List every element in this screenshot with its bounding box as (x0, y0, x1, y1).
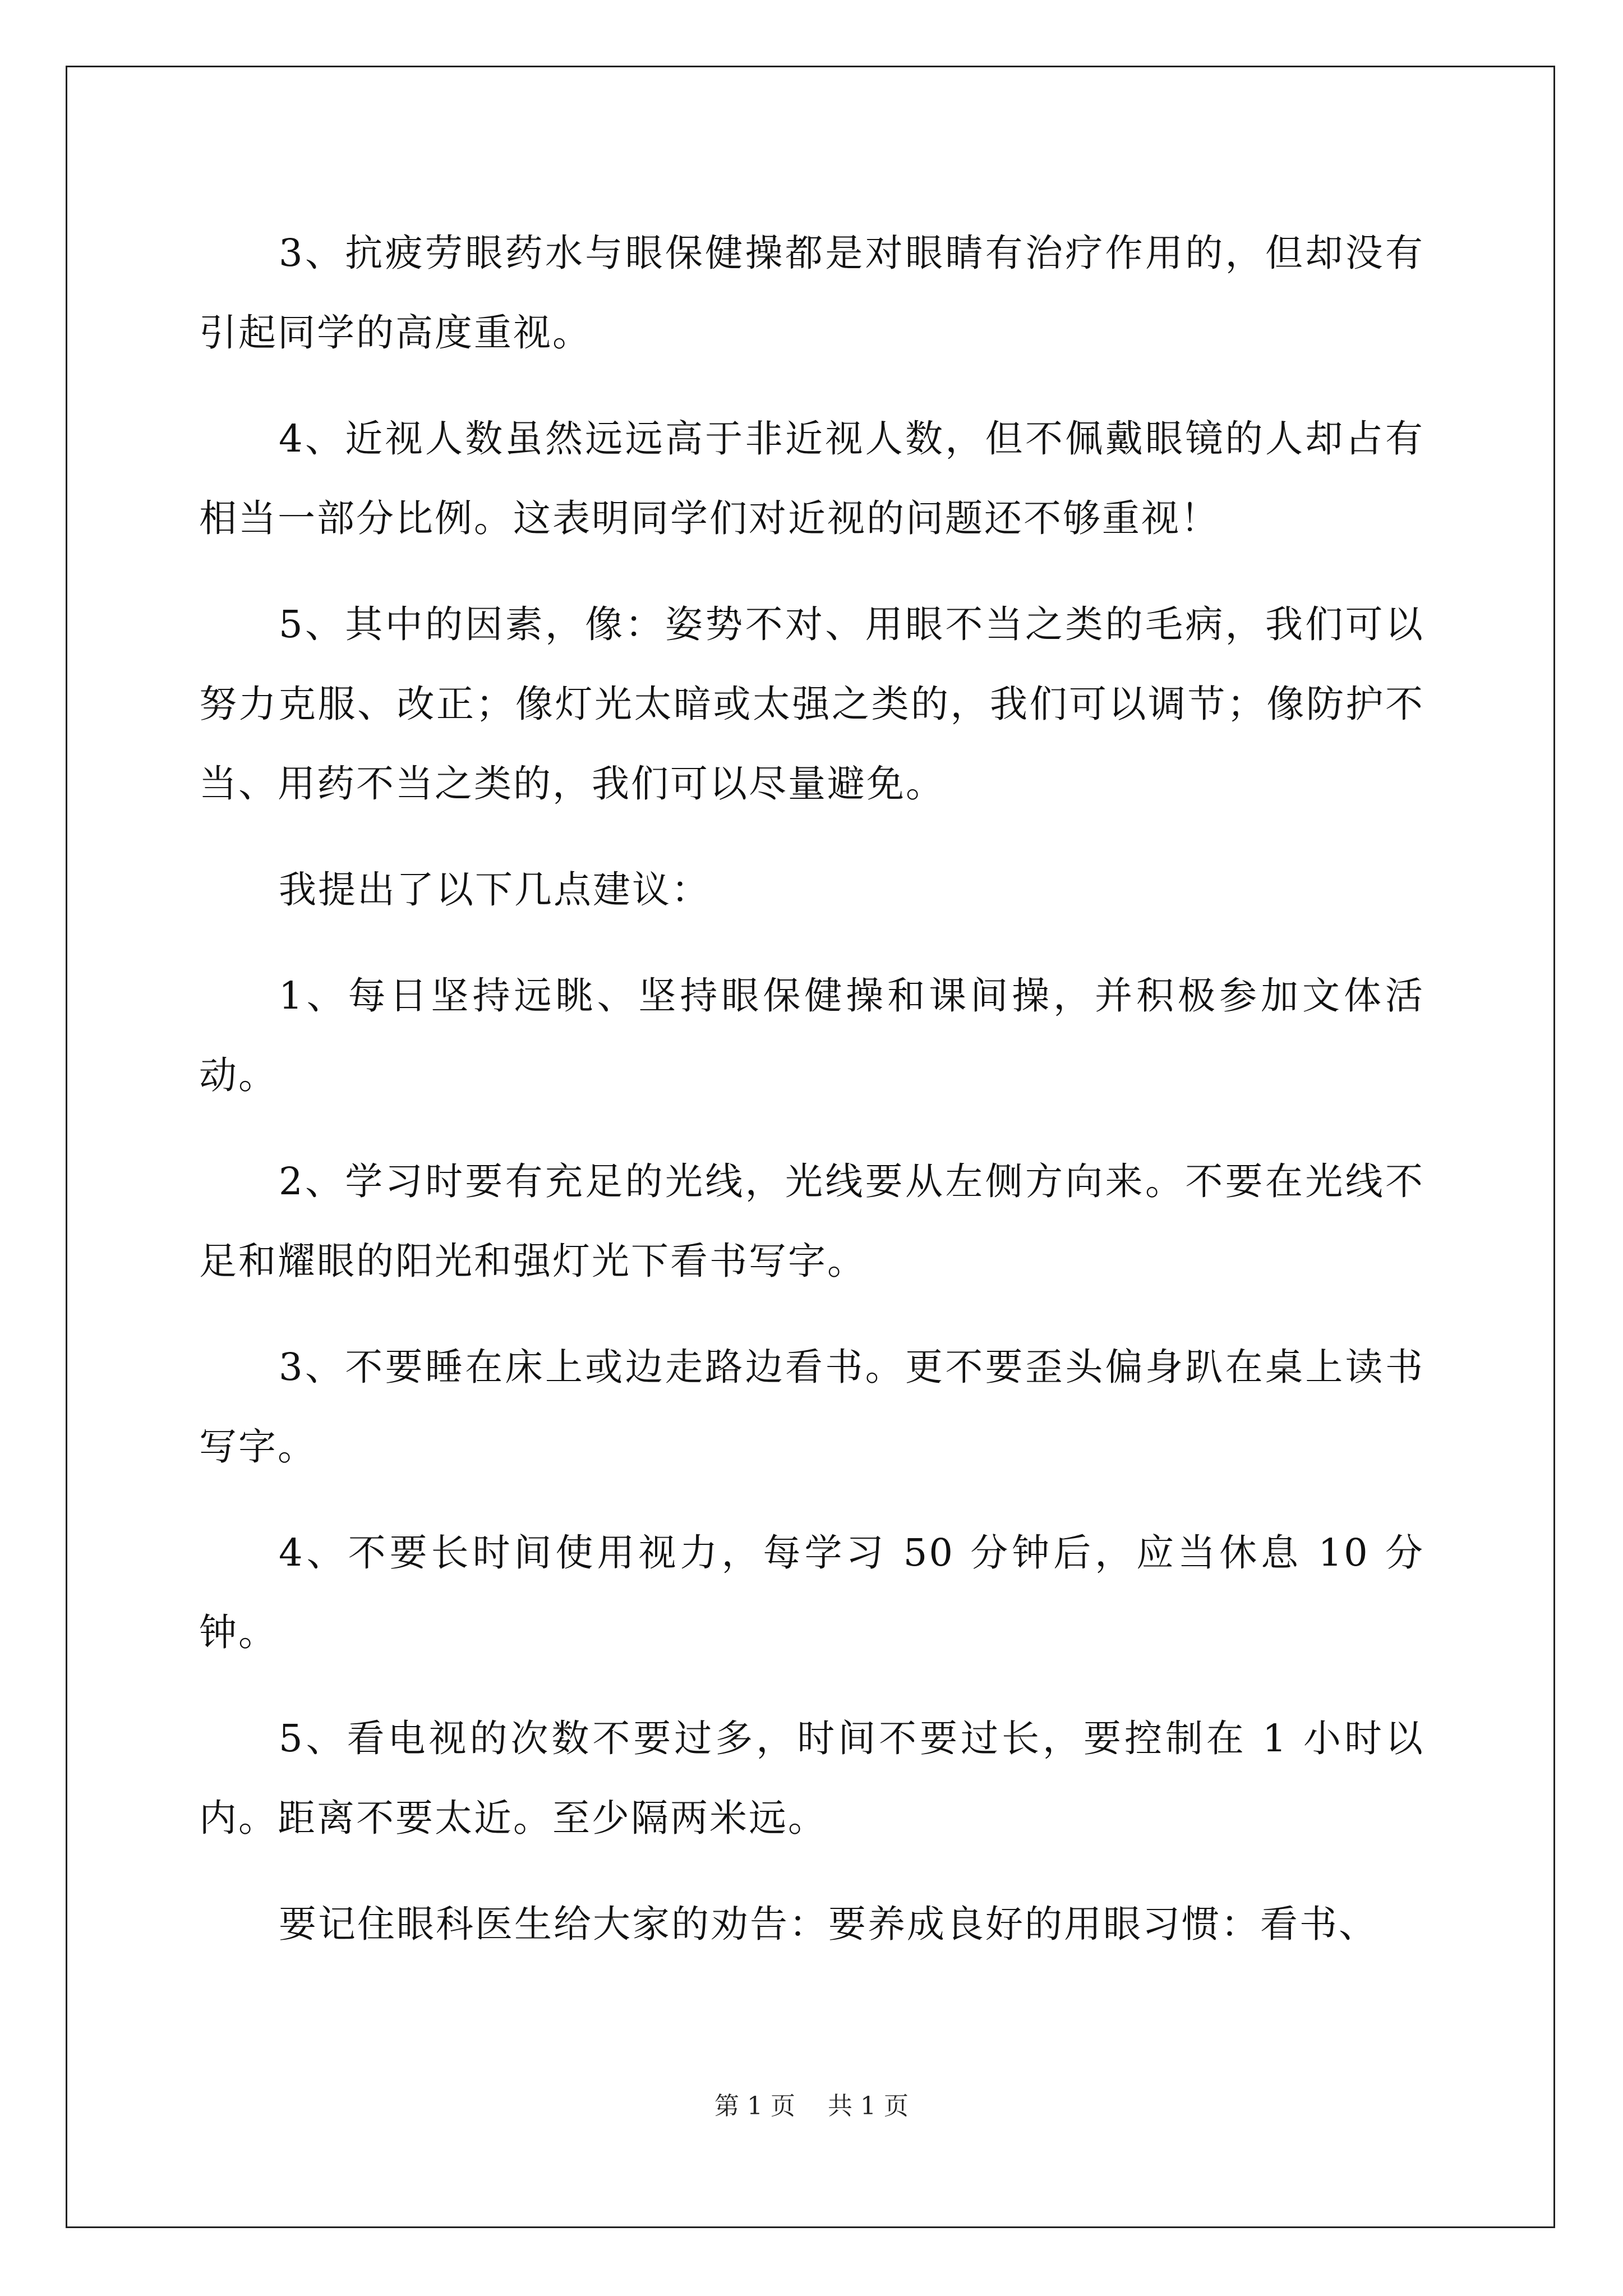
paragraph: 2、学习时要有充足的光线，光线要从左侧方向来。不要在光线不足和耀眼的阳光和强灯光下看书写字。 (199, 1159, 1424, 1283)
paragraph: 5、看电视的次数不要过多，时间不要过长，要控制在 1 小时以内。距离不要太近。至少隔两米远。 (199, 1717, 1424, 1840)
paragraph: 5、其中的因素，像：姿势不对、用眼不当之类的毛病，我们可以努力克服、改正；像灯光太暗或太强之类的，我们可以调节；像防护不当、用药不当之类的，我们可以尽量避免。 (199, 602, 1424, 806)
paragraph: 我提出了以下几点建议： (279, 868, 711, 912)
page-footer (0, 2086, 1623, 2122)
paragraph: 3、不要睡在床上或边走路边看书。更不要歪头偏身趴在桌上读书写字。 (199, 1345, 1424, 1469)
paragraph: 要记住眼科医生给大家的劝告：要养成良好的用眼习惯：看书、 (279, 1902, 1378, 1946)
document-body (199, 213, 1424, 1990)
paragraph: 3、抗疲劳眼药水与眼保健操都是对眼睛有治疗作用的，但却没有引起同学的高度重视。 (199, 231, 1424, 355)
paragraph: 1、每日坚持远眺、坚持眼保健操和课间操，并积极参加文体活动。 (199, 974, 1424, 1097)
page-total: 共 1 页 (828, 2092, 909, 2120)
page-number: 第 1 页 (714, 2092, 795, 2120)
paragraph: 4、近视人数虽然远远高于非近视人数，但不佩戴眼镜的人却占有相当一部分比例。这表明同学们对近视的问题还不够重视！ (199, 417, 1424, 540)
paragraph: 4、不要长时间使用视力，每学习 50 分钟后，应当休息 10 分钟。 (199, 1531, 1424, 1654)
